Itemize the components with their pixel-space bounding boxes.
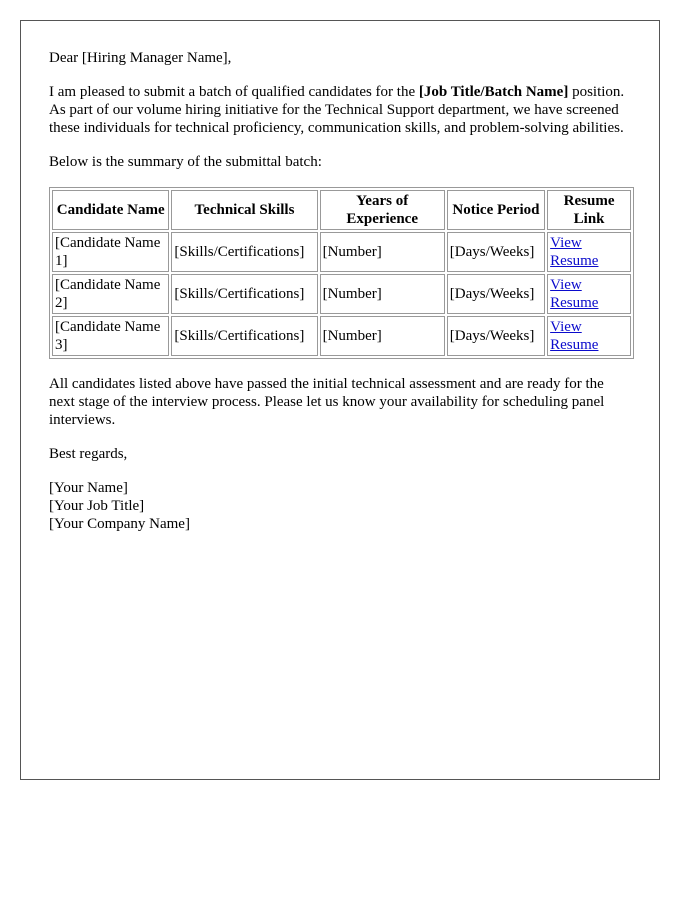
experience-cell: [Number] (320, 316, 445, 356)
candidate-name-cell: [Candidate Name 1] (52, 232, 169, 272)
view-resume-link[interactable]: View Resume (550, 235, 599, 269)
notice-cell: [Days/Weeks] (447, 274, 545, 314)
experience-cell: [Number] (320, 274, 445, 314)
view-resume-link[interactable]: View Resume (550, 277, 599, 311)
signature-block (49, 479, 631, 533)
experience-cell: [Number] (320, 232, 445, 272)
candidate-name-cell: [Candidate Name 3] (52, 316, 169, 356)
signature-job-title: [Your Job Title] (49, 498, 145, 514)
header-years-experience: Years of Experience (320, 190, 445, 230)
intro-text-start: I am pleased to submit a batch of qualified candidates for the (49, 84, 419, 100)
header-technical-skills: Technical Skills (171, 190, 317, 230)
table-row (52, 274, 631, 314)
view-resume-link[interactable]: View Resume (550, 319, 599, 353)
resume-link-cell (547, 316, 631, 356)
resume-link-cell (547, 274, 631, 314)
signature-company: [Your Company Name] (49, 516, 190, 532)
intro-text-end: position. As part of our volume hiring initiative for the Technical Support department, we have screened these individuals for technical proficiency, communication skills, and problem-solving abilities. (49, 84, 625, 136)
header-resume-link: Resume Link (547, 190, 631, 230)
table-row (52, 232, 631, 272)
skills-cell: [Skills/Certifications] (171, 232, 317, 272)
intro-paragraph (49, 83, 631, 137)
sign-off: Best regards, (49, 446, 128, 462)
resume-link-cell (547, 232, 631, 272)
notice-cell: [Days/Weeks] (447, 232, 545, 272)
greeting: Dear [Hiring Manager Name], (49, 50, 232, 66)
skills-cell: [Skills/Certifications] (171, 274, 317, 314)
candidate-table (49, 187, 634, 359)
job-title-placeholder: [Job Title/Batch Name] (418, 84, 569, 100)
letter-document (20, 20, 660, 780)
skills-cell: [Skills/Certifications] (171, 316, 317, 356)
candidate-name-cell: [Candidate Name 2] (52, 274, 169, 314)
header-candidate-name: Candidate Name (52, 190, 169, 230)
notice-cell: [Days/Weeks] (447, 316, 545, 356)
table-header-row (52, 190, 631, 230)
signature-name: [Your Name] (49, 480, 128, 496)
closing-paragraph: All candidates listed above have passed the initial technical assessment and are ready for the next stage of the interview process. Please let us know your availability for scheduling panel interviews. (49, 376, 605, 428)
table-row (52, 316, 631, 356)
summary-intro: Below is the summary of the submittal batch: (49, 154, 322, 170)
header-notice-period: Notice Period (447, 190, 545, 230)
